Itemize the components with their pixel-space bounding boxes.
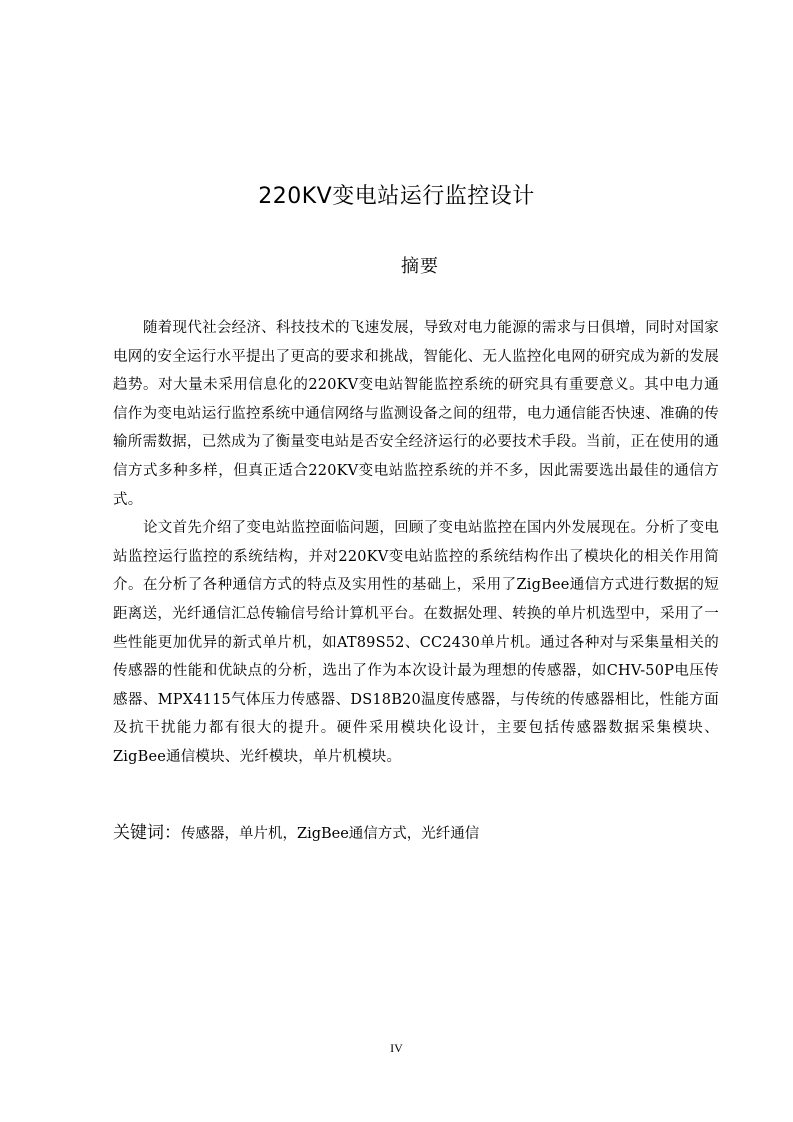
abstract-paragraph-1: 随着现代社会经济、科技技术的飞速发展，导致对电力能源的需求与日俱增，同时对国家电网的安全运行水平提出了更高的要求和挑战，智能化、无人监控化电网的研究成为新的发展趋势。对大量未采用信息化的220KV变电站智能监控系统的研究具有重要意义。其中电力通信作为变电站运行监控系统中通信网络与监测设备之间的纽带，电力通信能否快速、准确的传输所需数据，已然成为了衡量变电站是否安全经济运行的必要技术手段。当前，正在使用的通信方式多种多样，但真正适合220KV变电站监控系统的并不多，因此需要选出最佳的通信方式。	[113, 320, 719, 508]
keywords-label: 关键词：	[113, 823, 181, 843]
keywords-line	[113, 818, 719, 849]
page-number: IV	[390, 1041, 403, 1055]
abstract-heading: 摘要	[401, 256, 439, 277]
document-title: 220KV变电站运行监控设计	[258, 184, 535, 209]
abstract-paragraph-2: 论文首先介绍了变电站监控面临问题，回顾了变电站监控在国内外发展现在。分析了变电站监控运行监控的系统结构，并对220KV变电站监控的系统结构作出了模块化的相关作用简介。在分析了各种通信方式的特点及实用性的基础上，采用了ZigBee通信方式进行数据的短距离送，光纤通信汇总传输信号给计算机平台。在数据处理、转换的单片机选型中，采用了一些性能更加优异的新式单片机，如AT89S52、CC2430单片机。通过各种对与采集量相关的传感器的性能和优缺点的分析，选出了作为本次设计最为理想的传感器，如CHV-50P电压传感器、MPX4115气体压力传感器、DS18B20温度传感器，与传统的传感器相比，性能方面及抗干扰能力都有很大的提升。硬件采用模块化设计，主要包括传感器数据采集模块、ZigBee通信模块、光纤模块，单片机模块。	[113, 520, 719, 765]
abstract-body	[113, 314, 719, 772]
keywords-text: 传感器，单片机，ZigBee通信方式，光纤通信	[181, 826, 480, 842]
